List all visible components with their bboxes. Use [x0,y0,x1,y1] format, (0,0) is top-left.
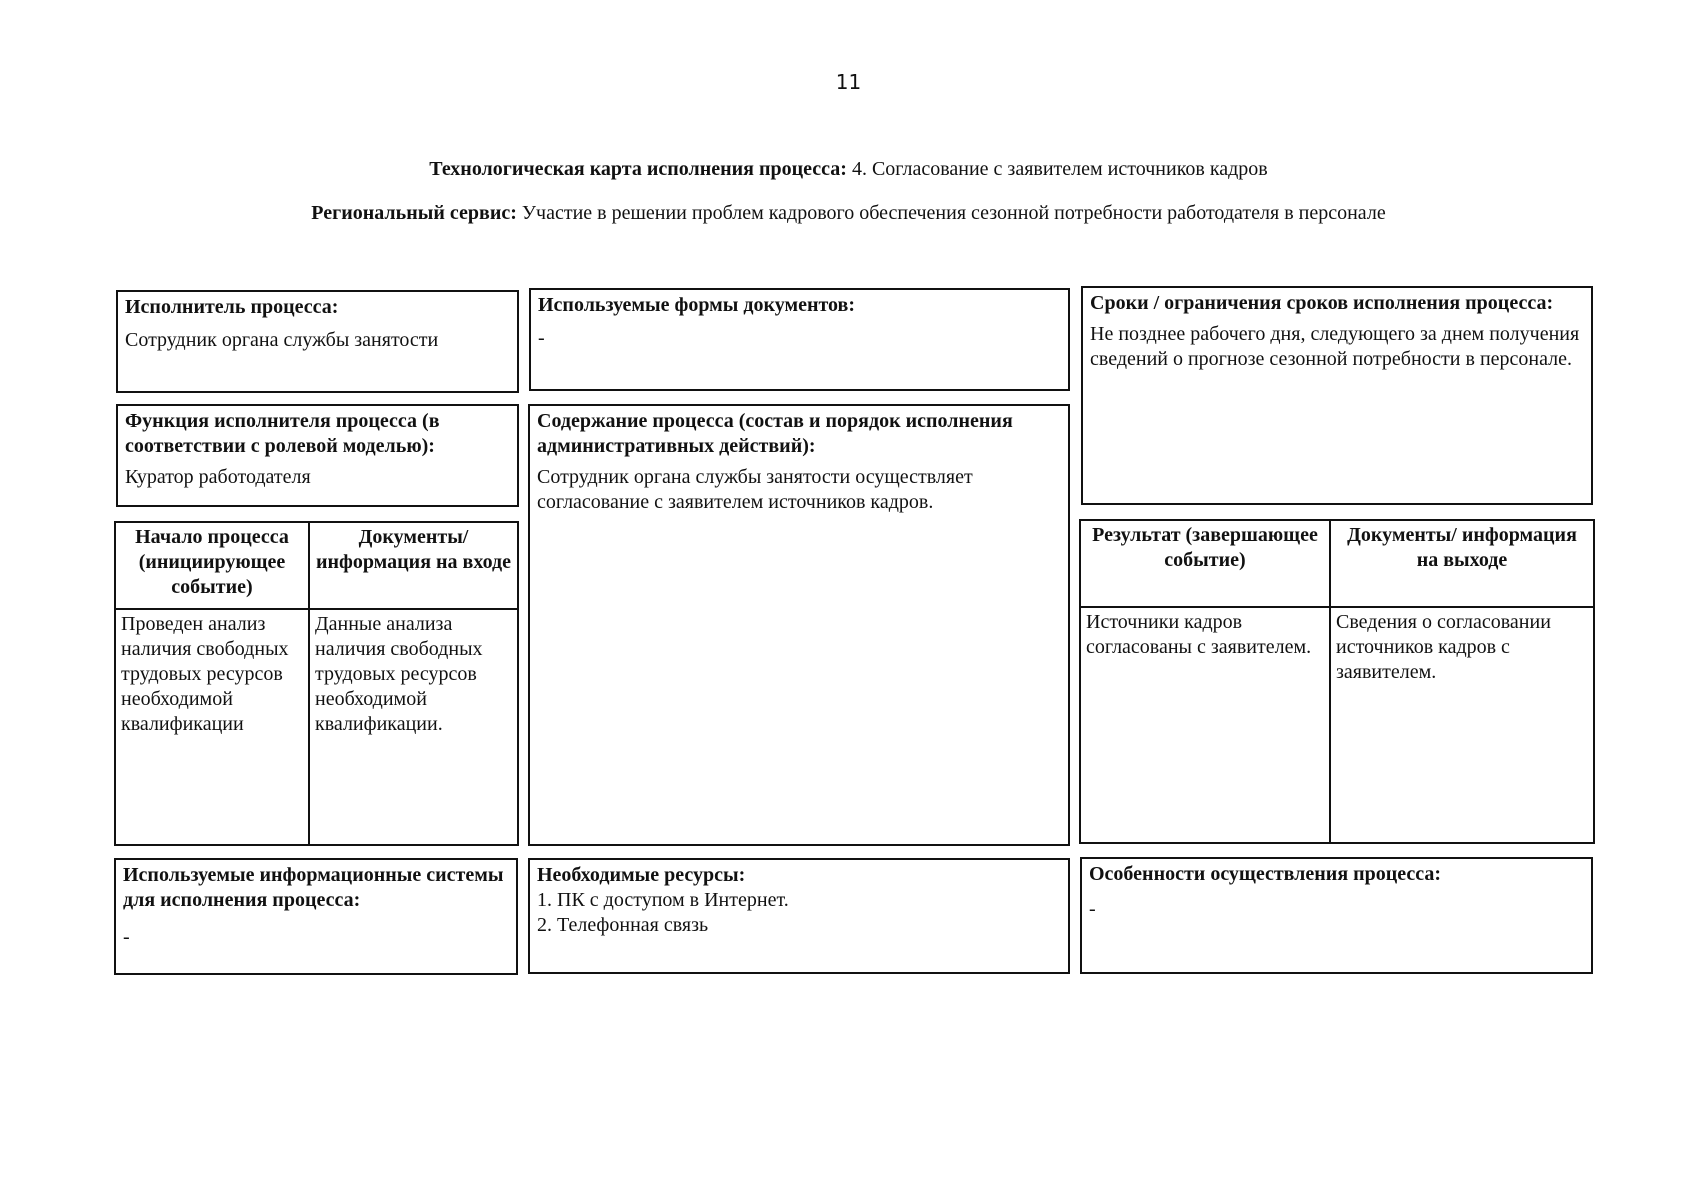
start-event-value: Проведен анализ наличия свободных трудовых ресурсов необходимой квалификации [115,609,309,845]
executor-box [116,290,519,393]
input-documents-header: Документы/ информация на входе [309,522,518,609]
document-forms-box [529,288,1070,391]
process-features-box [1080,857,1593,974]
information-systems-value: - [123,926,130,948]
result-event-value: Источники кадров согласованы с заявителем. [1080,607,1330,843]
executor-label: Исполнитель процесса: [125,296,339,318]
information-systems-box [114,858,518,975]
table-row [1080,607,1594,843]
process-map-value: 4. Согласование с заявителем источников кадров [851,158,1268,180]
resources-label: Необходимые ресурсы: [537,864,746,886]
resource-item: 2. Телефонная связь [537,914,709,936]
process-features-value: - [1089,898,1096,920]
regional-service-label: Региональный сервис: [311,202,517,224]
information-systems-label: Используемые информационные системы для исполнения процесса: [123,864,504,911]
regional-service-title [0,202,1697,225]
input-documents-value: Данные анализа наличия свободных трудовых ресурсов необходимой квалификации. [309,609,518,845]
executor-function-value: Куратор работодателя [125,466,311,488]
deadlines-value: Не позднее рабочего дня, следующего за днем получения сведений о прогнозе сезонной потребности в персонале. [1090,323,1580,370]
output-documents-value: Сведения о согласовании источников кадров с заявителем. [1330,607,1594,843]
executor-value: Сотрудник органа службы занятости [125,329,439,351]
process-content-label: Содержание процесса (состав и порядок исполнения административных действий): [537,410,1013,457]
document-forms-value: - [538,327,545,349]
output-documents-header: Документы/ информация на выходе [1330,520,1594,607]
start-event-header: Начало процесса (инициирующее событие) [115,522,309,609]
page-number: 11 [835,70,862,94]
deadlines-box [1081,286,1593,505]
process-map-label: Технологическая карта исполнения процесса: [429,158,847,180]
process-map-title [0,158,1697,181]
document-forms-label: Используемые формы документов: [538,294,856,316]
result-event-header: Результат (завершающее событие) [1080,520,1330,607]
table-header-row [115,522,518,609]
resources-box [528,858,1070,974]
resource-item: 1. ПК с доступом в Интернет. [537,889,789,911]
deadlines-label: Сроки / ограничения сроков исполнения процесса: [1090,292,1554,314]
table-header-row [1080,520,1594,607]
process-features-label: Особенности осуществления процесса: [1089,863,1442,885]
table-row [115,609,518,845]
process-content-value: Сотрудник органа службы занятости осуществляет согласование с заявителем источников кадров. [537,466,973,513]
executor-function-box [116,404,519,507]
process-result-table [1079,519,1595,844]
process-content-box [528,404,1070,846]
regional-service-value: Участие в решении проблем кадрового обеспечения сезонной потребности работодателя в персонале [521,202,1386,224]
executor-function-label: Функция исполнителя процесса (в соответствии с ролевой моделью): [125,410,440,457]
process-start-table [114,521,519,846]
